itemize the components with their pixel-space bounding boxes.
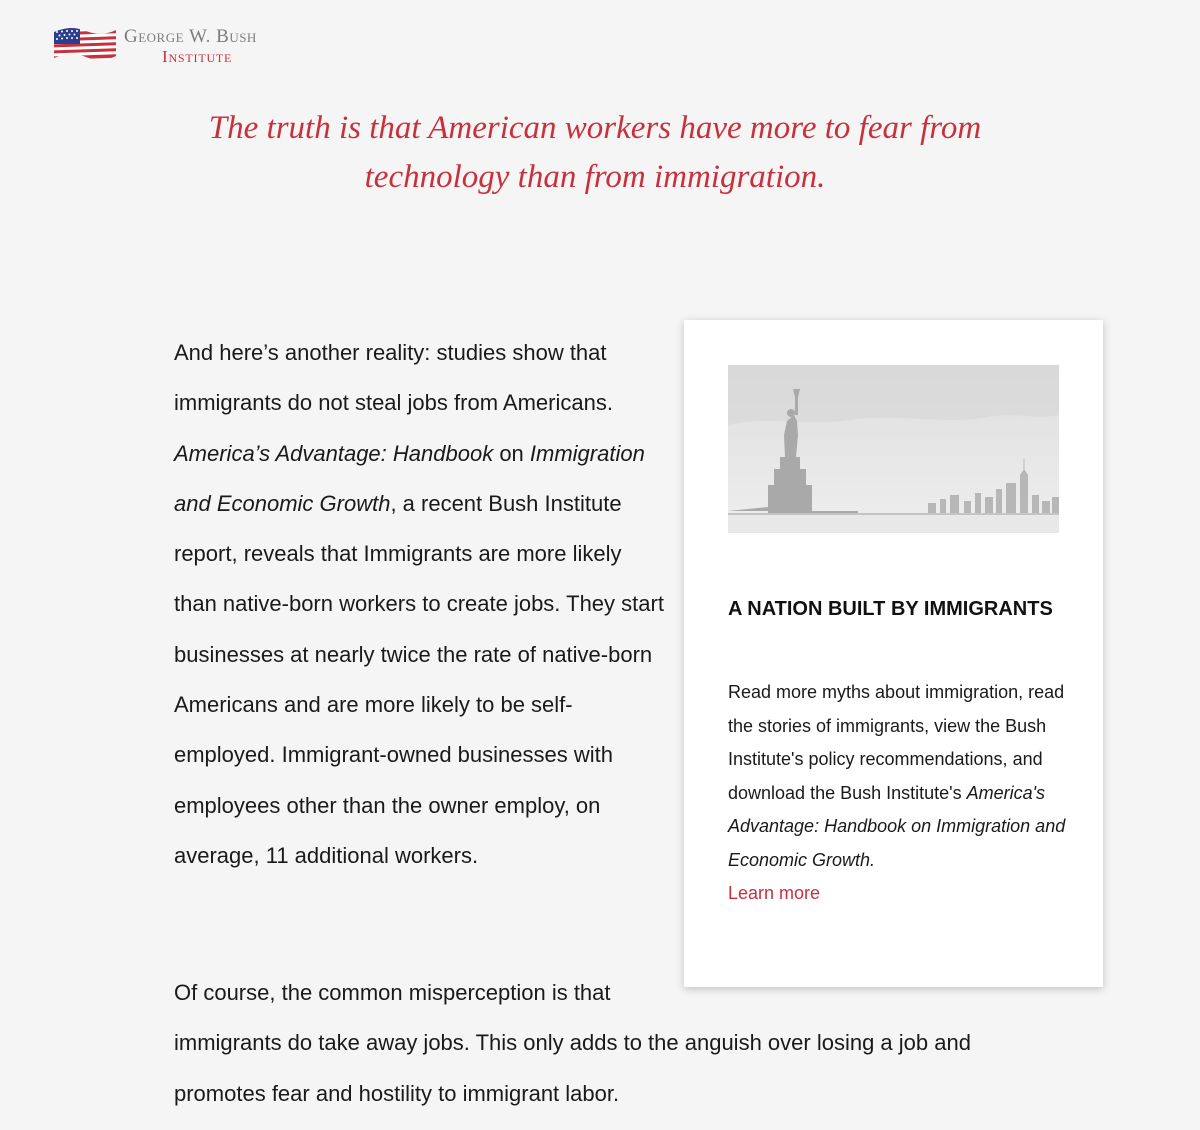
report-title-part-2: Immigration and Economic Growth bbox=[174, 440, 645, 516]
paragraph-text: And here’s another reality: studies show that immigrants do not steal jobs from Americans. bbox=[174, 340, 613, 416]
card-report-title: America's Advantage: Handbook on Immigration and Economic Growth. bbox=[728, 782, 1066, 870]
card-description bbox=[728, 676, 1068, 911]
paragraph-text: Of course, the common misperception is that bbox=[174, 980, 611, 1005]
brand-subname: Institute bbox=[162, 47, 233, 66]
pull-quote: The truth is that American workers have more to fear from technology than from immigration. bbox=[208, 110, 982, 195]
card-title: A NATION BUILT BY IMMIGRANTS bbox=[728, 598, 1053, 620]
paragraph-text: immigrants do take away jobs. This only adds to the anguish over losing a job and promotes fear and hostility to immigrant labor. bbox=[174, 1030, 971, 1106]
learn-more-link[interactable]: Learn more bbox=[728, 883, 821, 903]
related-content-card bbox=[684, 320, 1103, 987]
statue-of-liberty-image bbox=[728, 365, 1059, 533]
brand-wordmark bbox=[124, 27, 257, 65]
statue-of-liberty-skyline-image[interactable] bbox=[728, 365, 1059, 533]
report-title-part-1: America’s Advantage: Handbook bbox=[174, 440, 494, 466]
brand-logo[interactable] bbox=[52, 26, 257, 65]
article-paragraph-1 bbox=[174, 328, 664, 881]
paragraph-text: on bbox=[493, 440, 530, 466]
paragraph-text: , a recent Bush Institute report, reveals that Immigrants are more likely than native-born workers to create jobs. They start businesses at nearly twice the rate of native-born Americans and are more likely to be self-employed. Immigrant-owned businesses with employees other than the owner employ, on average, 11 additional workers. bbox=[174, 490, 664, 868]
us-flag-icon bbox=[52, 26, 118, 62]
card-text: Read more myths about immigration, read the stories of immigrants, view the Bush Institute's policy recommendations, and download the Bush Institute's bbox=[728, 682, 1065, 803]
article-paragraph-2 bbox=[174, 968, 994, 1119]
brand-name: George W. Bush bbox=[124, 26, 257, 47]
